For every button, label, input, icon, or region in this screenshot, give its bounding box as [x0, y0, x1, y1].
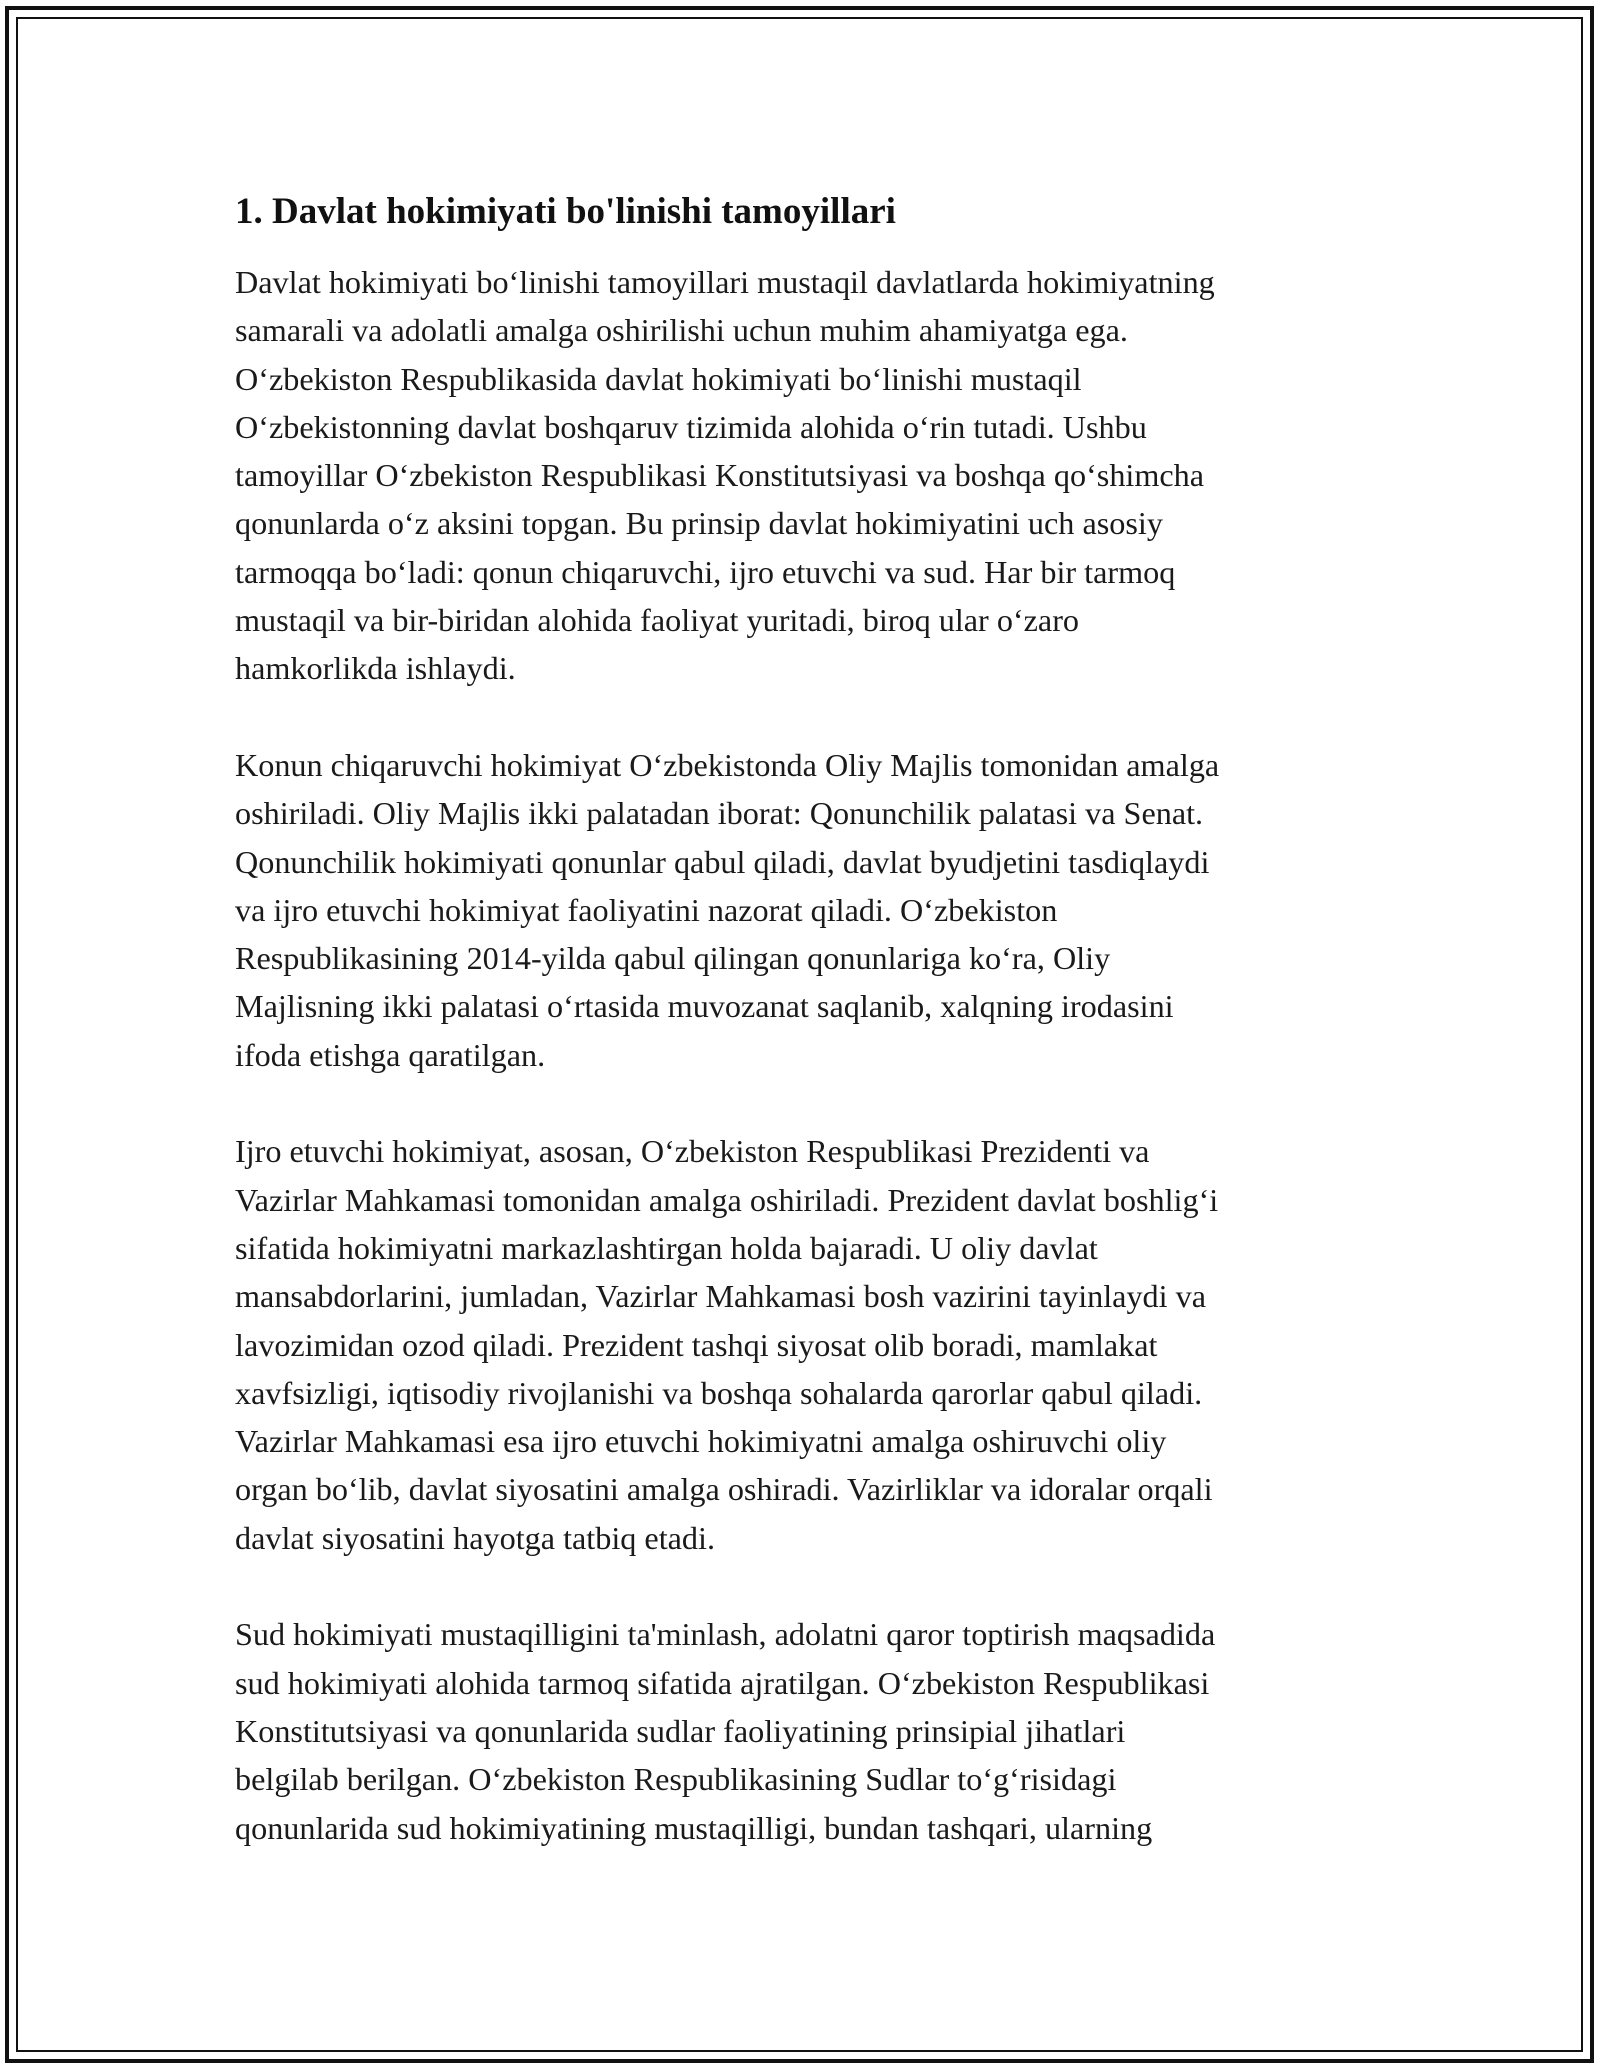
- text-line: Davlat hokimiyati boʻlinishi tamoyillari mustaqil davlatlarda hokimiyatning: [235, 264, 1215, 300]
- text-line: Vazirlar Mahkamasi tomonidan amalga oshiriladi. Prezident davlat boshligʻi: [235, 1181, 1219, 1218]
- text-line: Qonunchilik hokimiyati qonunlar qabul qiladi, davlat byudjetini tasdiqlaydi: [235, 843, 1210, 880]
- text-line: samarali va adolatli amalga oshirilishi uchun muhim ahamiyatga ega.: [235, 312, 1128, 349]
- text-line: ifoda etishga qaratilgan.: [235, 1036, 546, 1073]
- text-line: sifatida hokimiyatni markazlashtirgan holda bajaradi. U oliy davlat: [235, 1229, 1098, 1266]
- text-line: davlat siyosatini hayotga tatbiq etadi.: [235, 1519, 716, 1556]
- text-line: Oʻzbekiston Respublikasida davlat hokimiyati boʻlinishi mustaqil: [235, 360, 1082, 397]
- text-line: Sud hokimiyati mustaqilligini ta'minlash, adolatni qaror toptirish maqsadida: [235, 1616, 1216, 1653]
- section-heading: 1. Davlat hokimiyati bo'linishi tamoyillari: [235, 191, 896, 232]
- text-line: belgilab berilgan. Oʻzbekiston Respublikasining Sudlar toʻgʻrisidagi: [235, 1761, 1117, 1798]
- text-line: lavozimidan ozod qiladi. Prezident tashqi siyosat olib boradi, mamlakat: [235, 1326, 1158, 1363]
- text-line: Majlisning ikki palatasi oʻrtasida muvozanat saqlanib, xalqning irodasini: [235, 988, 1174, 1025]
- text-line: qonunlarda oʻz aksini topgan. Bu prinsip davlat hokimiyatini uch asosiy: [235, 505, 1163, 542]
- text-line: qonunlarida sud hokimiyatining mustaqilligi, bundan tashqari, ularning: [235, 1809, 1153, 1846]
- paragraph-legislative-power: [235, 741, 1385, 1079]
- text-line: Ijro etuvchi hokimiyat, asosan, Oʻzbekiston Respublikasi Prezidenti va: [235, 1133, 1150, 1170]
- text-line: mansabdorlarini, jumladan, Vazirlar Mahkamasi bosh vazirini tayinlaydi va: [235, 1278, 1207, 1315]
- text-line: Konstitutsiyasi va qonunlarida sudlar faoliyatining prinsipial jihatlari: [235, 1712, 1126, 1749]
- paragraph-separation-of-powers: [235, 258, 1385, 693]
- text-line: Konun chiqaruvchi hokimiyat Oʻzbekistonda Oliy Majlis tomonidan amalga: [235, 746, 1220, 783]
- text-line: sud hokimiyati alohida tarmoq sifatida ajratilgan. Oʻzbekiston Respublikasi: [235, 1664, 1210, 1701]
- paragraph-judicial-power: [235, 1610, 1385, 1851]
- document-content: [235, 188, 1385, 1852]
- text-line: Vazirlar Mahkamasi esa ijro etuvchi hokimiyatni amalga oshiruvchi oliy: [235, 1423, 1167, 1460]
- text-line: tarmoqqa boʻladi: qonun chiqaruvchi, ijro etuvchi va sud. Har bir tarmoq: [235, 553, 1176, 590]
- text-line: va ijro etuvchi hokimiyat faoliyatini nazorat qiladi. Oʻzbekiston: [235, 891, 1058, 928]
- text-line: xavfsizligi, iqtisodiy rivojlanishi va boshqa sohalarda qarorlar qabul qiladi.: [235, 1374, 1203, 1411]
- text-line: hamkorlikda ishlaydi.: [235, 650, 516, 687]
- document-body: [235, 258, 1385, 1852]
- text-line: oshiriladi. Oliy Majlis ikki palatadan iborat: Qonunchilik palatasi va Senat.: [235, 795, 1204, 832]
- text-line: organ boʻlib, davlat siyosatini amalga oshiradi. Vazirliklar va idoralar orqali: [235, 1471, 1213, 1508]
- text-line: mustaqil va bir-biridan alohida faoliyat yuritadi, biroq ular oʻzaro: [235, 602, 1080, 639]
- text-line: Oʻzbekistonning davlat boshqaruv tizimida alohida oʻrin tutadi. Ushbu: [235, 408, 1147, 445]
- text-line: Respublikasining 2014-yilda qabul qilingan qonunlariga koʻra, Oliy: [235, 940, 1111, 977]
- paragraph-executive-power: [235, 1127, 1385, 1562]
- text-line: tamoyillar Oʻzbekiston Respublikasi Konstitutsiyasi va boshqa qoʻshimcha: [235, 457, 1205, 494]
